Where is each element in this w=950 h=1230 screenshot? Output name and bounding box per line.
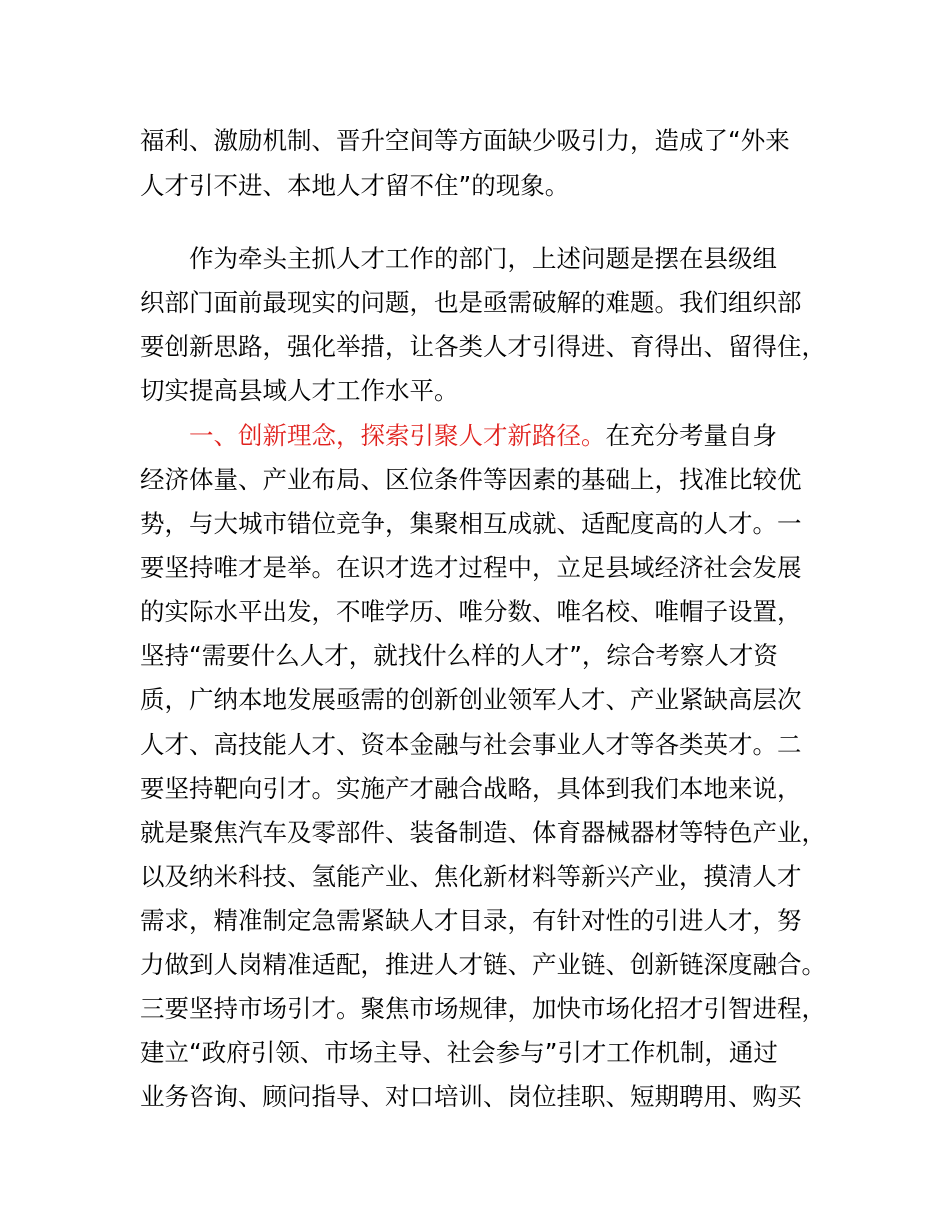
paragraph3-line-13: 力做到人岗精准适配，推进人才链、产业链、创新链深度融合。 xyxy=(140,950,826,979)
paragraph3-line-9: 要坚持靶向引才。实施产才融合战略，具体到我们本地来说， xyxy=(140,774,802,803)
paragraph2-line-3: 要创新思路，强化举措，让各类人才引得进、育得出、留得住， xyxy=(140,332,826,361)
paragraph3-line-3: 势，与大城市错位竞争，集聚相互成就、适配度高的人才。一 xyxy=(140,509,802,538)
section-heading: 一、创新理念，探索引聚人才新路径。 xyxy=(189,421,606,450)
paragraph3-line-2: 经济体量、产业布局、区位条件等因素的基础上，找准比较优 xyxy=(140,465,802,494)
paragraph3-line-14: 三要坚持市场引才。聚焦市场规律，加快市场化招才引智进程， xyxy=(140,994,826,1023)
paragraph3-line-16: 业务咨询、顾问指导、对口培训、岗位挂职、短期聘用、购买 xyxy=(140,1082,802,1111)
paragraph3-line-1-rest: 在充分考量自身 xyxy=(605,421,777,450)
paragraph3-line-6: 坚持“需要什么人才，就找什么样的人才”，综合考察人才资 xyxy=(140,641,778,670)
paragraph3-line-1 xyxy=(189,421,777,451)
paragraph3-line-15: 建立“政府引领、市场主导、社会参与”引才工作机制，通过 xyxy=(140,1038,778,1067)
paragraph3-line-11: 以及纳米科技、氢能产业、焦化新材料等新兴产业，摸清人才 xyxy=(140,862,802,891)
paragraph2-line-2: 织部门面前最现实的问题，也是亟需破解的难题。我们组织部 xyxy=(140,288,802,317)
paragraph3-line-12: 需求，精准制定急需紧缺人才目录，有针对性的引进人才，努 xyxy=(140,906,802,935)
paragraph3-line-4: 要坚持唯才是举。在识才选才过程中，立足县域经济社会发展 xyxy=(140,553,802,582)
paragraph2-line-4: 切实提高县域人才工作水平。 xyxy=(140,376,459,405)
paragraph3-line-5: 的实际水平出发，不唯学历、唯分数、唯名校、唯帽子设置， xyxy=(140,597,802,626)
paragraph2-line-1: 作为牵头主抓人才工作的部门，上述问题是摆在县级组 xyxy=(189,244,777,273)
paragraph3-line-7: 质，广纳本地发展亟需的创新创业领军人才、产业紧缺高层次 xyxy=(140,685,802,714)
paragraph3-line-8: 人才、高技能人才、资本金融与社会事业人才等各类英才。二 xyxy=(140,730,802,759)
paragraph1-line-1: 福利、激励机制、晋升空间等方面缺少吸引力，造成了“外来 xyxy=(140,126,790,155)
paragraph3-line-10: 就是聚焦汽车及零部件、装备制造、体育器械器材等特色产业， xyxy=(140,818,826,847)
paragraph1-line-2: 人才引不进、本地人才留不住”的现象。 xyxy=(140,171,570,200)
